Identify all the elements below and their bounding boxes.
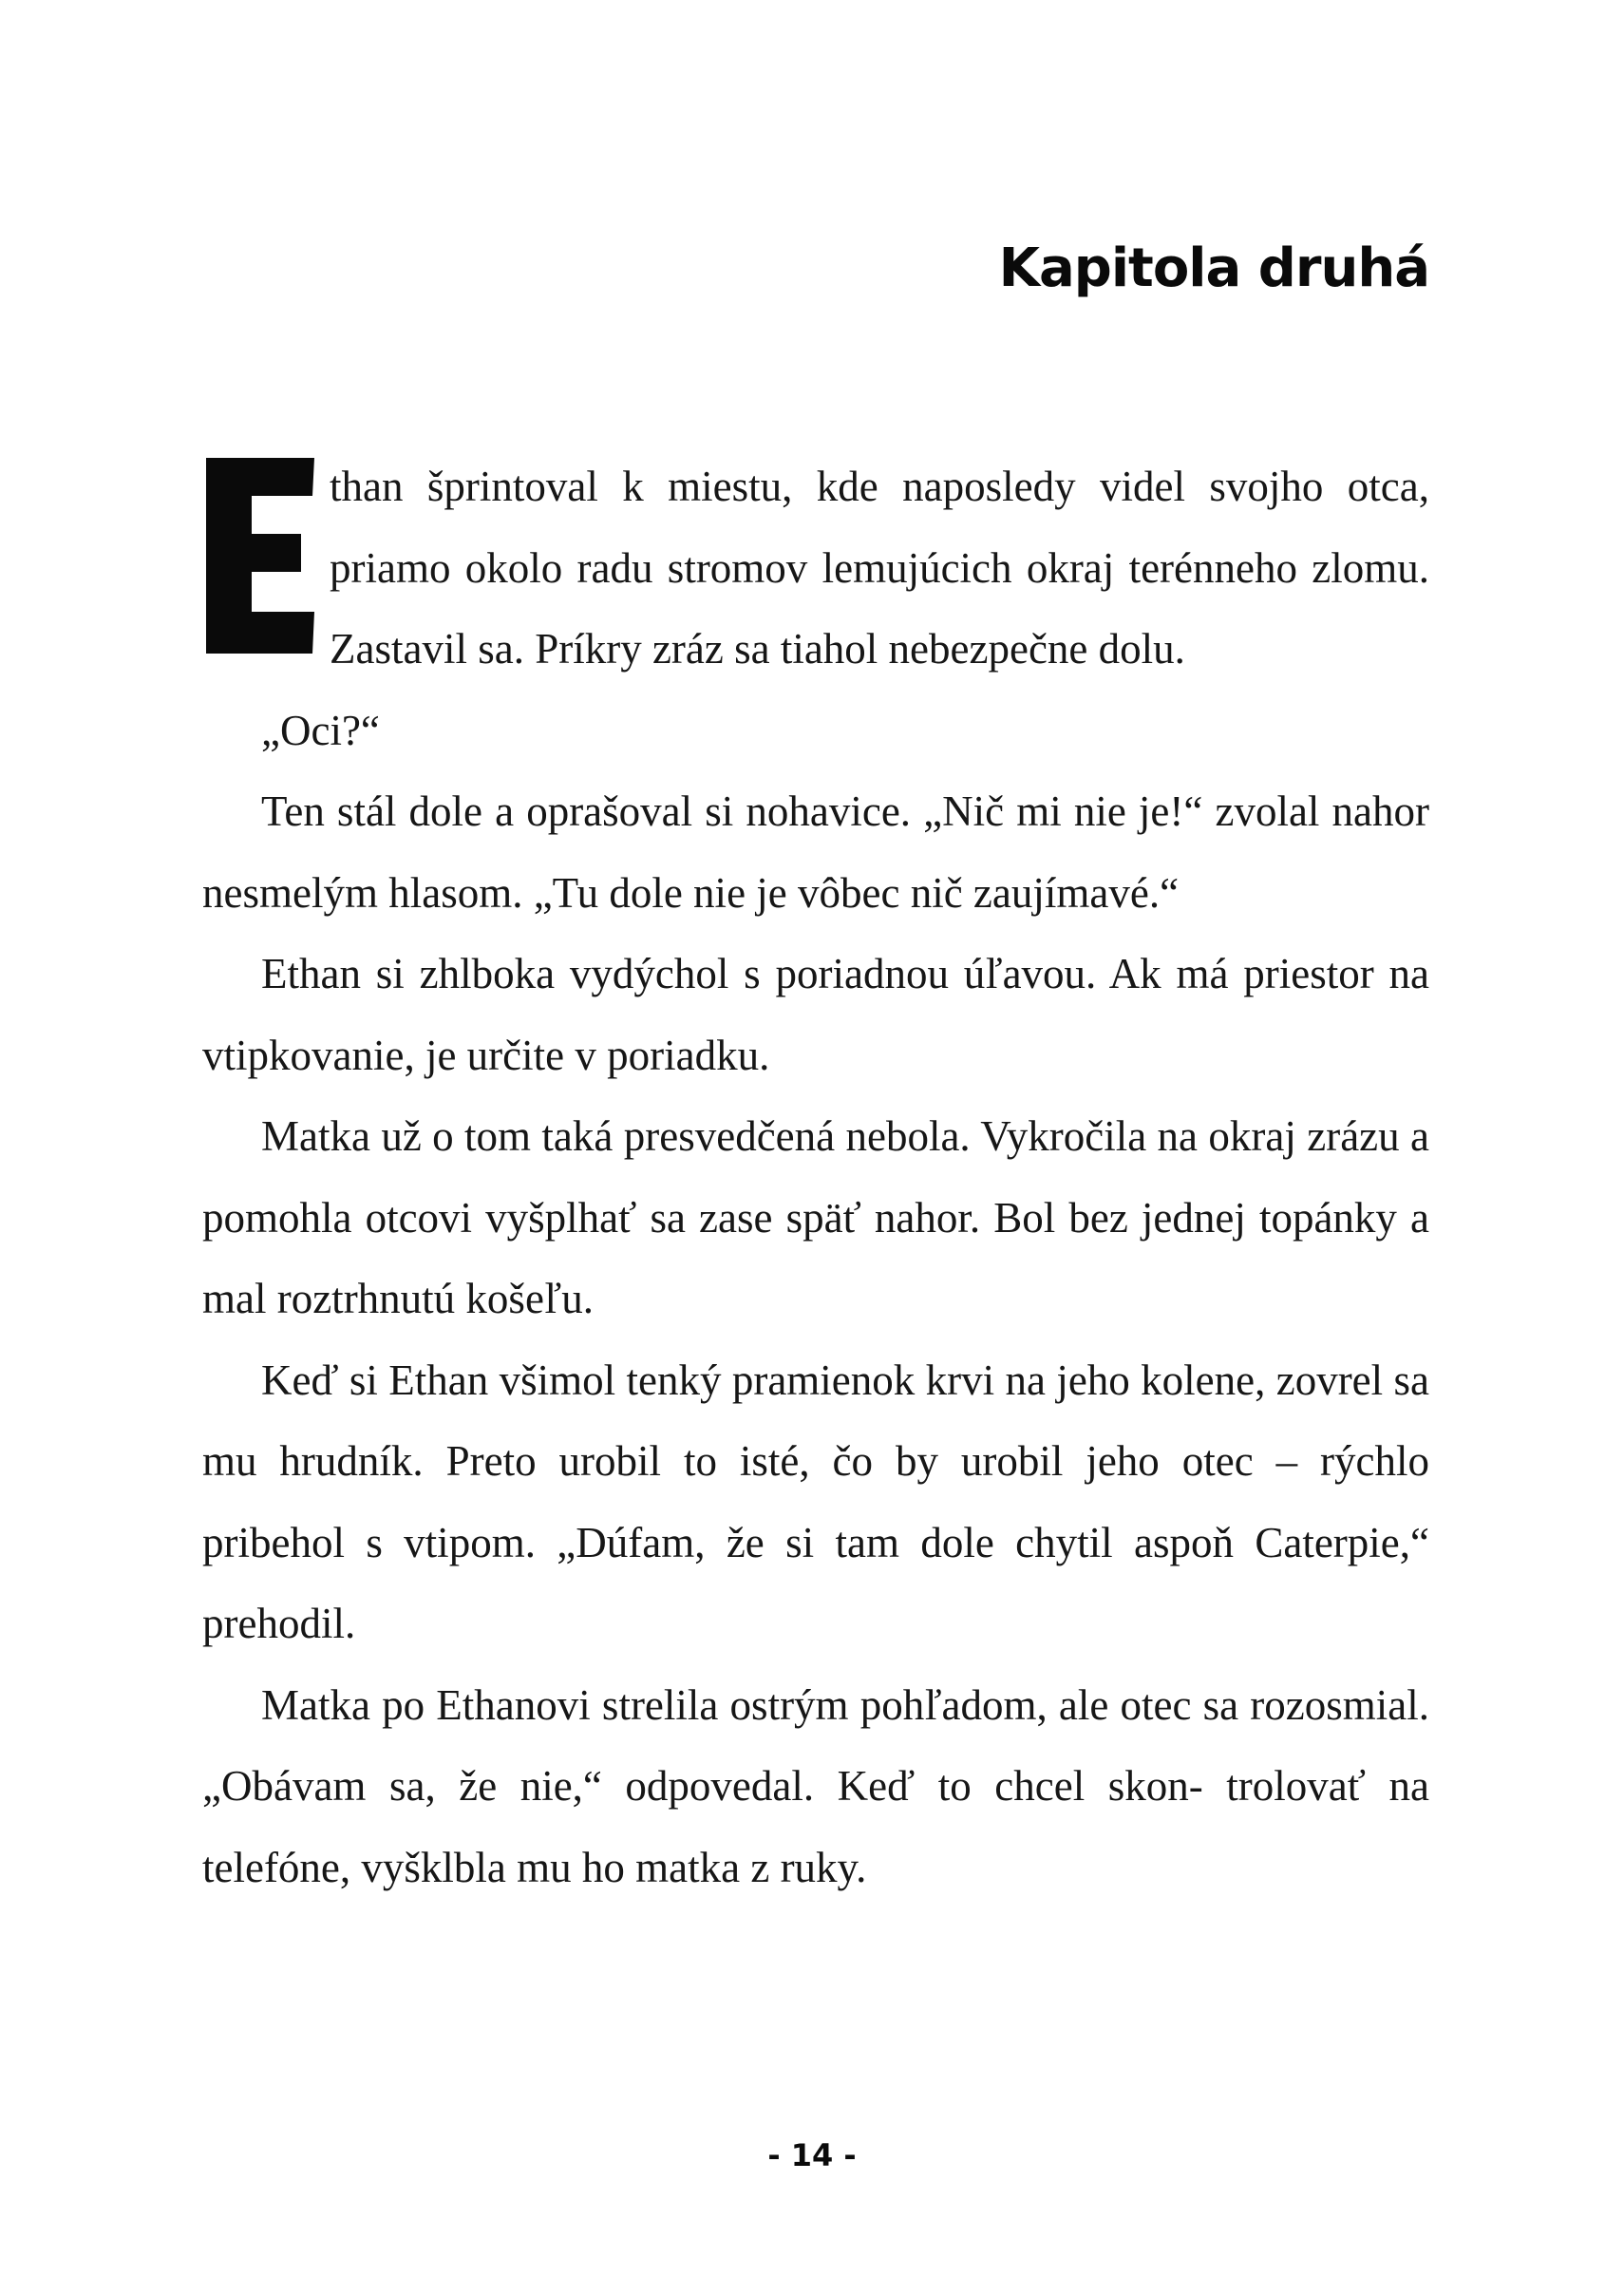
paragraph-2: „Oci?“: [261, 706, 380, 754]
paragraph-3: Ten stál dole a oprašoval si nohavice. „Nič mi nie je!“ zvolal nahor nesmelým hlasom. „Tu dole nie je vôbec nič zaujímavé.“: [202, 787, 1429, 917]
dropcap-letter-e: [202, 458, 316, 654]
dropcap-e-icon: [202, 458, 316, 654]
paragraph-6: Keď si Ethan všimol tenký pramienok krvi na jeho kolene, zovrel sa mu hrudník. Preto urobil to isté, čo by urobil jeho otec – rýchlo pribehol s vtipom. „Dúfam, že si tam dole chytil aspoň Caterpie,“ prehodil.: [202, 1356, 1429, 1647]
paragraph-5: Matka už o tom taká presvedčená nebola. Vykročila na okraj zrázu a pomohla otcovi vyšplhať sa zase späť nahor. Bol bez jednej topánky a mal roztrhnutú košeľu.: [202, 1112, 1429, 1322]
chapter-body: [202, 446, 1429, 1908]
chapter-title: Kapitola druhá: [998, 237, 1429, 299]
paragraph-4: Ethan si zhlboka vydýchol s poriadnou úľavou. Ak má priestor na vtipkovanie, je určite v poriadku.: [202, 950, 1429, 1079]
paragraph-1: [202, 446, 1429, 691]
page-number: - 14 -: [767, 2137, 857, 2173]
paragraph-1-text: than šprintoval k miestu, kde naposledy videl svojho otca, priamo okolo radu stromov lemujúcich okraj terénneho zlomu. Zastavil sa. Príkry zráz sa tiahol nebezpečne dolu.: [330, 463, 1429, 673]
paragraph-7: Matka po Ethanovi strelila ostrým pohľadom, ale otec sa rozosmial. „Obávam sa, že nie,“ odpovedal. Keď to chcel skon- trolovať na telefóne, vyšklbla mu ho matka z ruky.: [202, 1680, 1429, 1891]
